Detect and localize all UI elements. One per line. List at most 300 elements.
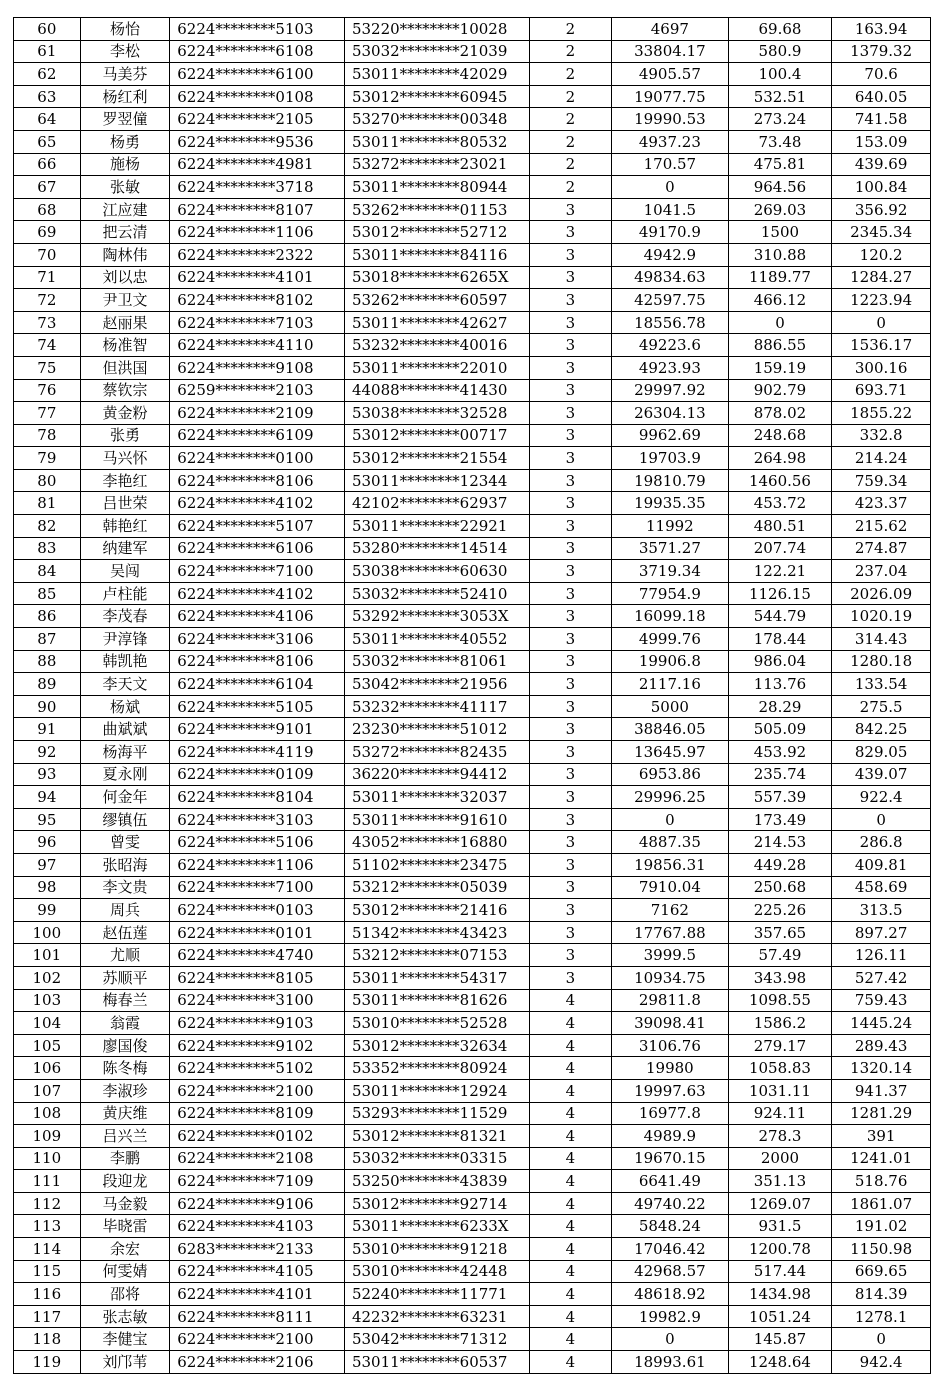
subsidy-cell: 931.5 [728, 1215, 832, 1238]
table-row [14, 1079, 931, 1102]
category-cell: 3 [529, 447, 611, 470]
amount-cell: 49740.22 [612, 1192, 729, 1215]
row-number-cell: 62 [14, 63, 81, 86]
amount-cell: 13645.97 [612, 741, 729, 764]
name-cell: 何金年 [80, 786, 170, 809]
table-row [14, 1260, 931, 1283]
bank-card-number-cell: 6224********8109 [170, 1102, 345, 1125]
id-number-cell: 36220********94412 [344, 763, 529, 786]
bank-card-number-cell: 6224********4102 [170, 582, 345, 605]
bank-card-number-cell: 6224********2322 [170, 243, 345, 266]
total-cell: 214.24 [832, 447, 931, 470]
table-row [14, 1147, 931, 1170]
name-cell: 杨勇 [80, 130, 170, 153]
table-row [14, 899, 931, 922]
bank-card-number-cell: 6224********5103 [170, 18, 345, 41]
id-number-cell: 53011********42627 [344, 311, 529, 334]
row-number-cell: 104 [14, 1012, 81, 1035]
row-number-cell: 76 [14, 379, 81, 402]
bank-card-number-cell: 6224********9102 [170, 1034, 345, 1057]
total-cell: 100.84 [832, 176, 931, 199]
subsidy-cell: 278.3 [728, 1125, 832, 1148]
name-cell: 何雯婧 [80, 1260, 170, 1283]
category-cell: 2 [529, 18, 611, 41]
total-cell: 286.8 [832, 831, 931, 854]
row-number-cell: 100 [14, 921, 81, 944]
bank-card-number-cell: 6224********6100 [170, 63, 345, 86]
bank-card-number-cell: 6224********2106 [170, 1351, 345, 1374]
category-cell: 3 [529, 243, 611, 266]
id-number-cell: 43052********16880 [344, 831, 529, 854]
amount-cell: 29996.25 [612, 786, 729, 809]
table-row [14, 1328, 931, 1351]
amount-cell: 49170.9 [612, 221, 729, 244]
total-cell: 313.5 [832, 899, 931, 922]
name-cell: 尹淳锋 [80, 628, 170, 651]
category-cell: 4 [529, 1238, 611, 1261]
total-cell: 409.81 [832, 853, 931, 876]
bank-card-number-cell: 6224********9103 [170, 1012, 345, 1035]
row-number-cell: 64 [14, 108, 81, 131]
id-number-cell: 53012********81321 [344, 1125, 529, 1148]
table-row [14, 650, 931, 673]
bank-card-number-cell: 6224********4101 [170, 1283, 345, 1306]
subsidy-cell: 544.79 [728, 605, 832, 628]
table-row [14, 989, 931, 1012]
subsidy-cell: 1434.98 [728, 1283, 832, 1306]
subsidy-cell: 886.55 [728, 334, 832, 357]
subsidy-cell: 122.21 [728, 560, 832, 583]
bank-card-number-cell: 6224********7100 [170, 876, 345, 899]
table-row [14, 944, 931, 967]
amount-cell: 3571.27 [612, 537, 729, 560]
table-row [14, 1170, 931, 1193]
bank-card-number-cell: 6224********0103 [170, 899, 345, 922]
table-row [14, 537, 931, 560]
total-cell: 527.42 [832, 966, 931, 989]
name-cell: 罗翌僮 [80, 108, 170, 131]
amount-cell: 16977.8 [612, 1102, 729, 1125]
id-number-cell: 53032********52410 [344, 582, 529, 605]
total-cell: 1445.24 [832, 1012, 931, 1035]
total-cell: 741.58 [832, 108, 931, 131]
category-cell: 3 [529, 334, 611, 357]
total-cell: 814.39 [832, 1283, 931, 1306]
bank-card-number-cell: 6224********2109 [170, 402, 345, 425]
table-row [14, 1102, 931, 1125]
row-number-cell: 85 [14, 582, 81, 605]
total-cell: 1536.17 [832, 334, 931, 357]
table-row [14, 808, 931, 831]
category-cell: 2 [529, 176, 611, 199]
subsidy-cell: 113.76 [728, 673, 832, 696]
name-cell: 梅春兰 [80, 989, 170, 1012]
row-number-cell: 108 [14, 1102, 81, 1125]
bank-card-number-cell: 6224********4103 [170, 1215, 345, 1238]
row-number-cell: 65 [14, 130, 81, 153]
bank-card-number-cell: 6224********6109 [170, 424, 345, 447]
total-cell: 759.43 [832, 989, 931, 1012]
table-row [14, 334, 931, 357]
table-row [14, 673, 931, 696]
name-cell: 陶林伟 [80, 243, 170, 266]
table-row [14, 85, 931, 108]
category-cell: 3 [529, 899, 611, 922]
row-number-cell: 119 [14, 1351, 81, 1374]
row-number-cell: 70 [14, 243, 81, 266]
category-cell: 3 [529, 808, 611, 831]
bank-card-number-cell: 6224********7109 [170, 1170, 345, 1193]
category-cell: 2 [529, 153, 611, 176]
amount-cell: 2117.16 [612, 673, 729, 696]
id-number-cell: 53012********52712 [344, 221, 529, 244]
category-cell: 2 [529, 63, 611, 86]
name-cell: 李天文 [80, 673, 170, 696]
category-cell: 3 [529, 718, 611, 741]
bank-card-number-cell: 6224********5107 [170, 515, 345, 538]
table-row [14, 153, 931, 176]
id-number-cell: 53010********91218 [344, 1238, 529, 1261]
subsidy-cell: 532.51 [728, 85, 832, 108]
category-cell: 3 [529, 966, 611, 989]
data-table [13, 17, 931, 1374]
bank-card-number-cell: 6224********9108 [170, 356, 345, 379]
table-row [14, 921, 931, 944]
name-cell: 黄庆维 [80, 1102, 170, 1125]
name-cell: 马美芬 [80, 63, 170, 86]
name-cell: 廖国俊 [80, 1034, 170, 1057]
subsidy-cell: 273.24 [728, 108, 832, 131]
id-number-cell: 51342********43423 [344, 921, 529, 944]
row-number-cell: 117 [14, 1305, 81, 1328]
subsidy-cell: 1051.24 [728, 1305, 832, 1328]
amount-cell: 4937.23 [612, 130, 729, 153]
category-cell: 3 [529, 605, 611, 628]
category-cell: 3 [529, 944, 611, 967]
bank-card-number-cell: 6224********0101 [170, 921, 345, 944]
amount-cell: 19856.31 [612, 853, 729, 876]
subsidy-cell: 250.68 [728, 876, 832, 899]
id-number-cell: 53232********41117 [344, 695, 529, 718]
total-cell: 942.4 [832, 1351, 931, 1374]
subsidy-cell: 902.79 [728, 379, 832, 402]
row-number-cell: 87 [14, 628, 81, 651]
category-cell: 3 [529, 379, 611, 402]
bank-card-number-cell: 6224********3106 [170, 628, 345, 651]
row-number-cell: 67 [14, 176, 81, 199]
bank-card-number-cell: 6224********3103 [170, 808, 345, 831]
subsidy-cell: 924.11 [728, 1102, 832, 1125]
category-cell: 3 [529, 628, 611, 651]
bank-card-number-cell: 6224********4101 [170, 266, 345, 289]
amount-cell: 6641.49 [612, 1170, 729, 1193]
category-cell: 3 [529, 198, 611, 221]
id-number-cell: 53038********32528 [344, 402, 529, 425]
amount-cell: 18993.61 [612, 1351, 729, 1374]
total-cell: 1150.98 [832, 1238, 931, 1261]
table-row [14, 1238, 931, 1261]
table-row [14, 18, 931, 41]
row-number-cell: 93 [14, 763, 81, 786]
bank-card-number-cell: 6224********8105 [170, 966, 345, 989]
amount-cell: 6953.86 [612, 763, 729, 786]
table-row [14, 718, 931, 741]
row-number-cell: 113 [14, 1215, 81, 1238]
row-number-cell: 90 [14, 695, 81, 718]
table-row [14, 628, 931, 651]
amount-cell: 48618.92 [612, 1283, 729, 1306]
id-number-cell: 53011********12344 [344, 469, 529, 492]
name-cell: 吴闯 [80, 560, 170, 583]
name-cell: 缪镇伍 [80, 808, 170, 831]
category-cell: 3 [529, 537, 611, 560]
id-number-cell: 53011********84116 [344, 243, 529, 266]
subsidy-cell: 264.98 [728, 447, 832, 470]
bank-card-number-cell: 6224********6104 [170, 673, 345, 696]
category-cell: 4 [529, 1147, 611, 1170]
id-number-cell: 52240********11771 [344, 1283, 529, 1306]
id-number-cell: 53011********81626 [344, 989, 529, 1012]
category-cell: 2 [529, 130, 611, 153]
total-cell: 2026.09 [832, 582, 931, 605]
id-number-cell: 53032********03315 [344, 1147, 529, 1170]
row-number-cell: 83 [14, 537, 81, 560]
subsidy-cell: 207.74 [728, 537, 832, 560]
bank-card-number-cell: 6224********1106 [170, 853, 345, 876]
row-number-cell: 79 [14, 447, 81, 470]
table-row [14, 221, 931, 244]
category-cell: 3 [529, 492, 611, 515]
amount-cell: 4942.9 [612, 243, 729, 266]
row-number-cell: 91 [14, 718, 81, 741]
id-number-cell: 53011********12924 [344, 1079, 529, 1102]
total-cell: 1284.27 [832, 266, 931, 289]
total-cell: 275.5 [832, 695, 931, 718]
row-number-cell: 99 [14, 899, 81, 922]
table-row [14, 379, 931, 402]
table-row [14, 1057, 931, 1080]
row-number-cell: 111 [14, 1170, 81, 1193]
bank-card-number-cell: 6224********5106 [170, 831, 345, 854]
id-number-cell: 53293********11529 [344, 1102, 529, 1125]
total-cell: 0 [832, 1328, 931, 1351]
id-number-cell: 53032********81061 [344, 650, 529, 673]
total-cell: 70.6 [832, 63, 931, 86]
total-cell: 897.27 [832, 921, 931, 944]
category-cell: 3 [529, 289, 611, 312]
category-cell: 4 [529, 1102, 611, 1125]
amount-cell: 5000 [612, 695, 729, 718]
name-cell: 吕世荣 [80, 492, 170, 515]
name-cell: 尤顺 [80, 944, 170, 967]
category-cell: 3 [529, 876, 611, 899]
total-cell: 1020.19 [832, 605, 931, 628]
category-cell: 3 [529, 786, 611, 809]
bank-card-number-cell: 6224********7103 [170, 311, 345, 334]
bank-card-number-cell: 6259********2103 [170, 379, 345, 402]
total-cell: 391 [832, 1125, 931, 1148]
row-number-cell: 61 [14, 40, 81, 63]
table-row [14, 289, 931, 312]
table-row [14, 786, 931, 809]
row-number-cell: 118 [14, 1328, 81, 1351]
category-cell: 3 [529, 921, 611, 944]
id-number-cell: 53011********40552 [344, 628, 529, 651]
amount-cell: 29997.92 [612, 379, 729, 402]
amount-cell: 7910.04 [612, 876, 729, 899]
category-cell: 2 [529, 108, 611, 131]
amount-cell: 7162 [612, 899, 729, 922]
row-number-cell: 71 [14, 266, 81, 289]
category-cell: 3 [529, 853, 611, 876]
total-cell: 332.8 [832, 424, 931, 447]
id-number-cell: 53262********01153 [344, 198, 529, 221]
category-cell: 4 [529, 1034, 611, 1057]
category-cell: 2 [529, 85, 611, 108]
subsidy-cell: 343.98 [728, 966, 832, 989]
amount-cell: 19982.9 [612, 1305, 729, 1328]
table-row [14, 831, 931, 854]
bank-card-number-cell: 6224********2105 [170, 108, 345, 131]
amount-cell: 18556.78 [612, 311, 729, 334]
subsidy-cell: 279.17 [728, 1034, 832, 1057]
total-cell: 133.54 [832, 673, 931, 696]
table-row [14, 469, 931, 492]
bank-card-number-cell: 6224********2100 [170, 1328, 345, 1351]
id-number-cell: 53012********21554 [344, 447, 529, 470]
id-number-cell: 53212********05039 [344, 876, 529, 899]
category-cell: 4 [529, 989, 611, 1012]
id-number-cell: 53232********40016 [344, 334, 529, 357]
name-cell: 李健宝 [80, 1328, 170, 1351]
subsidy-cell: 466.12 [728, 289, 832, 312]
total-cell: 163.94 [832, 18, 931, 41]
bank-card-number-cell: 6224********3100 [170, 989, 345, 1012]
row-number-cell: 80 [14, 469, 81, 492]
amount-cell: 4887.35 [612, 831, 729, 854]
name-cell: 杨斌 [80, 695, 170, 718]
row-number-cell: 105 [14, 1034, 81, 1057]
table-row [14, 763, 931, 786]
bank-card-number-cell: 6224********0108 [170, 85, 345, 108]
name-cell: 张勇 [80, 424, 170, 447]
name-cell: 刘邝苇 [80, 1351, 170, 1374]
id-number-cell: 53011********91610 [344, 808, 529, 831]
row-number-cell: 75 [14, 356, 81, 379]
name-cell: 马金毅 [80, 1192, 170, 1215]
bank-card-number-cell: 6224********1106 [170, 221, 345, 244]
subsidy-cell: 1460.56 [728, 469, 832, 492]
subsidy-cell: 449.28 [728, 853, 832, 876]
name-cell: 李淑珍 [80, 1079, 170, 1102]
amount-cell: 19810.79 [612, 469, 729, 492]
amount-cell: 42968.57 [612, 1260, 729, 1283]
id-number-cell: 53011********60537 [344, 1351, 529, 1374]
id-number-cell: 53270********00348 [344, 108, 529, 131]
subsidy-cell: 986.04 [728, 650, 832, 673]
name-cell: 李茂春 [80, 605, 170, 628]
name-cell: 李鹏 [80, 1147, 170, 1170]
total-cell: 458.69 [832, 876, 931, 899]
total-cell: 1320.14 [832, 1057, 931, 1080]
id-number-cell: 53010********52528 [344, 1012, 529, 1035]
row-number-cell: 74 [14, 334, 81, 357]
amount-cell: 170.57 [612, 153, 729, 176]
amount-cell: 29811.8 [612, 989, 729, 1012]
category-cell: 4 [529, 1351, 611, 1374]
category-cell: 3 [529, 695, 611, 718]
name-cell: 余宏 [80, 1238, 170, 1261]
table-row [14, 424, 931, 447]
table-row [14, 63, 931, 86]
subsidy-cell: 1200.78 [728, 1238, 832, 1261]
amount-cell: 19670.15 [612, 1147, 729, 1170]
row-number-cell: 95 [14, 808, 81, 831]
table-row [14, 582, 931, 605]
subsidy-cell: 475.81 [728, 153, 832, 176]
total-cell: 439.69 [832, 153, 931, 176]
amount-cell: 19980 [612, 1057, 729, 1080]
amount-cell: 4923.93 [612, 356, 729, 379]
name-cell: 刘以忠 [80, 266, 170, 289]
name-cell: 蔡钦宗 [80, 379, 170, 402]
name-cell: 杨红利 [80, 85, 170, 108]
category-cell: 3 [529, 673, 611, 696]
total-cell: 518.76 [832, 1170, 931, 1193]
subsidy-cell: 357.65 [728, 921, 832, 944]
subsidy-cell: 310.88 [728, 243, 832, 266]
table-row [14, 695, 931, 718]
subsidy-cell: 1031.11 [728, 1079, 832, 1102]
id-number-cell: 23230********51012 [344, 718, 529, 741]
row-number-cell: 60 [14, 18, 81, 41]
amount-cell: 19077.75 [612, 85, 729, 108]
total-cell: 1280.18 [832, 650, 931, 673]
amount-cell: 4999.76 [612, 628, 729, 651]
id-number-cell: 53011********22921 [344, 515, 529, 538]
id-number-cell: 53018********6265X [344, 266, 529, 289]
id-number-cell: 53011********32037 [344, 786, 529, 809]
id-number-cell: 53212********07153 [344, 944, 529, 967]
table-row [14, 198, 931, 221]
total-cell: 289.43 [832, 1034, 931, 1057]
subsidy-cell: 235.74 [728, 763, 832, 786]
amount-cell: 19997.63 [612, 1079, 729, 1102]
row-number-cell: 97 [14, 853, 81, 876]
subsidy-cell: 57.49 [728, 944, 832, 967]
amount-cell: 4697 [612, 18, 729, 41]
row-number-cell: 96 [14, 831, 81, 854]
name-cell: 陈冬梅 [80, 1057, 170, 1080]
bank-card-number-cell: 6224********4981 [170, 153, 345, 176]
id-number-cell: 53011********80532 [344, 130, 529, 153]
bank-card-number-cell: 6224********4102 [170, 492, 345, 515]
total-cell: 1241.01 [832, 1147, 931, 1170]
name-cell: 曲斌斌 [80, 718, 170, 741]
row-number-cell: 102 [14, 966, 81, 989]
subsidy-cell: 1500 [728, 221, 832, 244]
id-number-cell: 51102********23475 [344, 853, 529, 876]
table-row [14, 108, 931, 131]
category-cell: 4 [529, 1192, 611, 1215]
name-cell: 翁霞 [80, 1012, 170, 1035]
subsidy-cell: 1269.07 [728, 1192, 832, 1215]
category-cell: 3 [529, 402, 611, 425]
name-cell: 毕晓雷 [80, 1215, 170, 1238]
name-cell: 江应建 [80, 198, 170, 221]
amount-cell: 4989.9 [612, 1125, 729, 1148]
category-cell: 4 [529, 1170, 611, 1193]
